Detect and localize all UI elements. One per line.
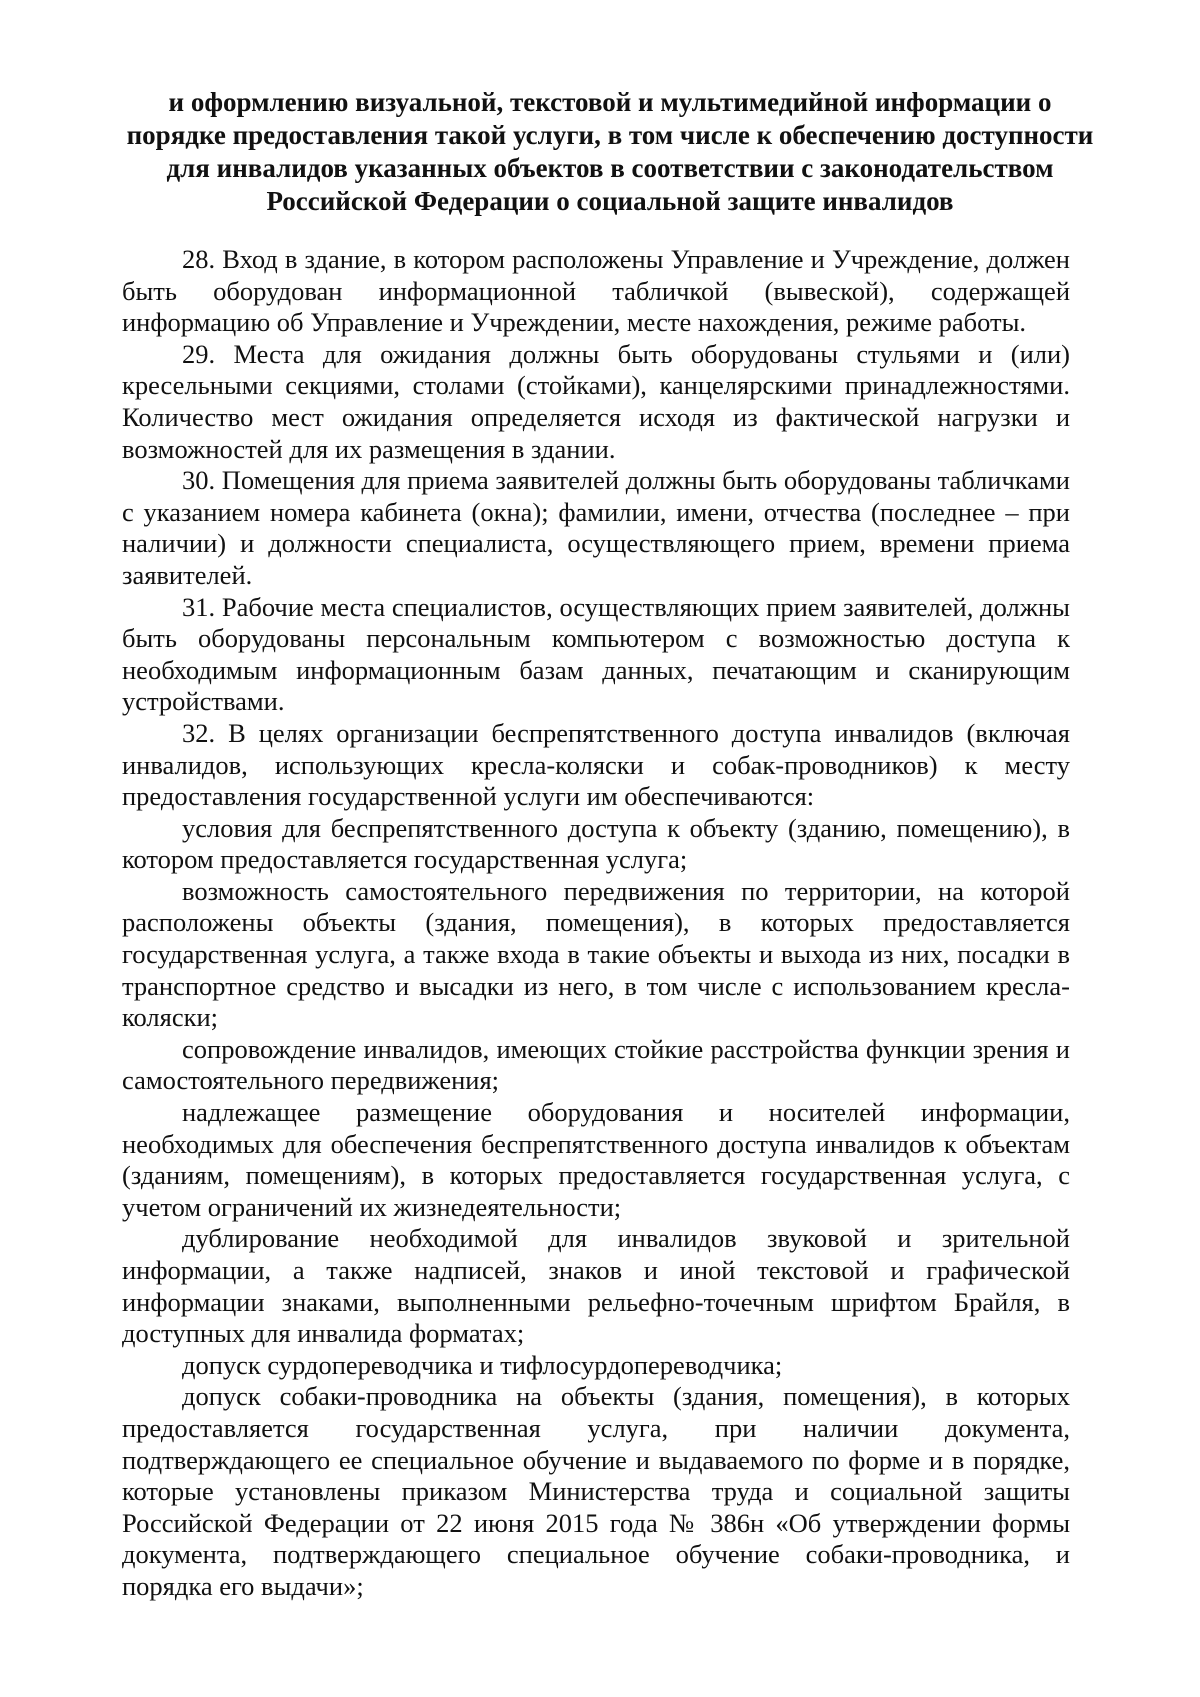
paragraph-31: 31. Рабочие места специалистов, осуществляющих прием заявителей, должны быть оборудованы персональным компьютером с возможностью доступа к необходимым информационным базам данных, печатающим и сканирующим устройствами. [122, 591, 1070, 717]
list-item: допуск собаки-проводника на объекты (здания, помещения), в которых предоставляется государственная услуга, при наличии документа, подтверждающего ее специальное обучение и выдаваемого по форме и в порядке, которые установлены приказом Министерства труда и социальной защиты Российской Федерации от 22 июня 2015 года № 386н «Об утверждении формы документа, подтверждающего специальное обучение собаки-проводника, и порядка его выдачи»; [122, 1381, 1070, 1601]
paragraph-30: 30. Помещения для приема заявителей должны быть оборудованы табличками с указанием номера кабинета (окна); фамилии, имени, отчества (последнее – при наличии) и должности специалиста, осуществляющего прием, времени приема заявителей. [122, 465, 1070, 590]
heading-line: для инвалидов указанных объектов в соответствии с законодательством [166, 153, 1054, 183]
heading-line: порядке предоставления такой услуги, в том числе к обеспечению доступности [126, 120, 1094, 150]
list-item: возможность самостоятельного передвижения по территории, на которой расположены объекты (здания, помещения), в которых предоставляется государственная услуга, а также входа в такие объекты и выхода из них, посадки в транспортное средство и высадки из него, в том числе с использованием кресла-коляски; [122, 875, 1070, 1033]
paragraph-32: 32. В целях организации беспрепятственного доступа инвалидов (включая инвалидов, использующих кресла-коляски и собак-проводников) к месту предоставления государственной услуги им обеспечиваются: [122, 717, 1070, 812]
list-item: условия для беспрепятственного доступа к объекту (зданию, помещению), в котором предоставляется государственная услуга; [122, 812, 1070, 875]
section-heading [110, 86, 1110, 218]
list-item: сопровождение инвалидов, имеющих стойкие расстройства функции зрения и самостоятельного передвижения; [122, 1033, 1070, 1096]
list-item: дублирование необходимой для инвалидов звуковой и зрительной информации, а также надписей, знаков и иной текстовой и графической информации знаками, выполненными рельефно-точечным шрифтом Брайля, в доступных для инвалида форматах; [122, 1223, 1070, 1349]
document-body [122, 244, 1070, 1603]
heading-line: Российской Федерации о социальной защите инвалидов [266, 186, 954, 216]
list-item: надлежащее размещение оборудования и носителей информации, необходимых для обеспечения беспрепятственного доступа инвалидов к объектам (зданиям, помещениям), в которых предоставляется государственная услуга, с учетом ограничений их жизнедеятельности; [122, 1097, 1070, 1222]
list-item: допуск сурдопереводчика и тифлосурдопереводчика; [182, 1349, 783, 1380]
heading-line: и оформлению визуальной, текстовой и мультимедийной информации о [168, 87, 1052, 117]
paragraph-29: 29. Места для ожидания должны быть оборудованы стульями и (или) кресельными секциями, столами (стойками), канцелярскими принадлежностями. Количество мест ожидания определяется исходя из фактической нагрузки и возможностей для их размещения в здании. [122, 338, 1070, 464]
paragraph-28: 28. Вход в здание, в котором расположены Управление и Учреждение, должен быть оборудован информационной табличкой (вывеской), содержащей информацию об Управление и Учреждении, месте нахождения, режиме работы. [122, 244, 1070, 338]
